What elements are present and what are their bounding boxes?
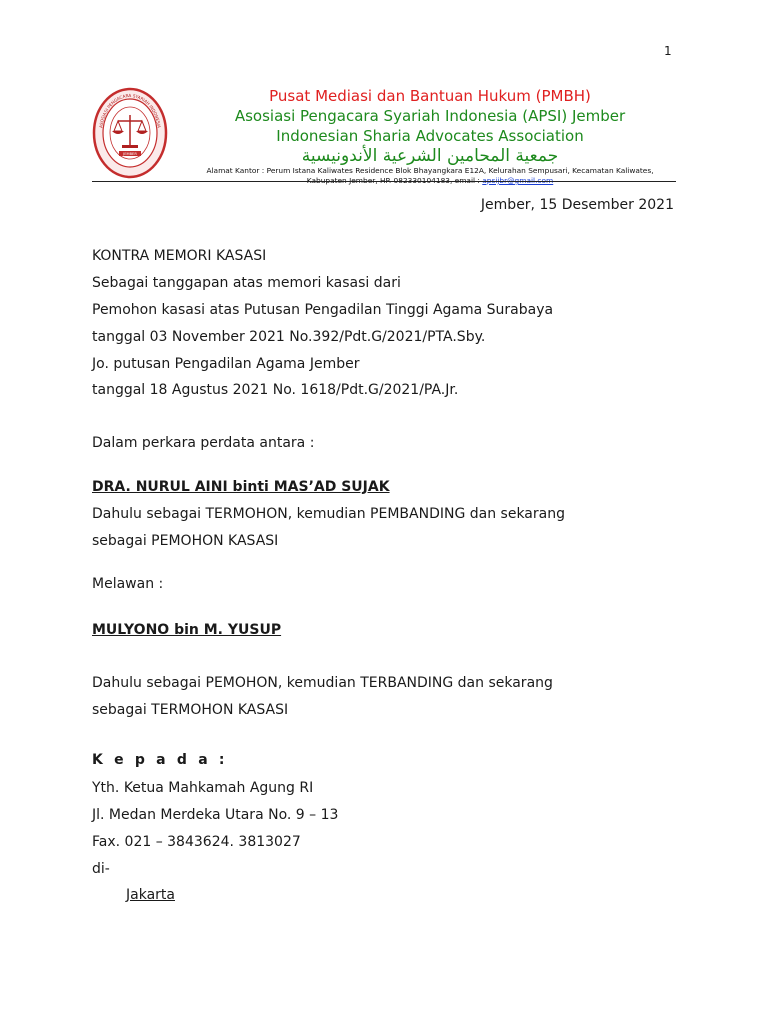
party-1-role: Dahulu sebagai TERMOHON, kemudian PEMBANDING dan sekarang: [92, 506, 565, 522]
letterhead-text: [180, 86, 680, 186]
intro-line: Pemohon kasasi atas Putusan Pengadilan Tinggi Agama Surabaya: [92, 302, 554, 318]
svg-text:JEMBER: JEMBER: [123, 152, 137, 157]
letter-date: Jember, 15 Desember 2021: [480, 197, 674, 213]
intro-line: Jo. putusan Pengadilan Agama Jember: [92, 356, 360, 372]
address-line-1: Alamat Kantor : Perum Istana Kaliwates Residence Blok Bhayangkara E12A, Kelurahan Sempusari, Kecamatan Kaliwates,: [206, 166, 654, 175]
intro-line: Sebagai tanggapan atas memori kasasi dari: [92, 275, 401, 291]
apsi-logo-seal: [92, 87, 168, 179]
recipient-street: Jl. Medan Merdeka Utara No. 9 – 13: [92, 807, 339, 823]
recipient-heading: K e p a d a :: [92, 752, 228, 768]
letterhead: [92, 86, 676, 185]
page-number: 1: [664, 44, 672, 58]
office-address: [180, 166, 680, 186]
org-name-apsi: Asosiasi Pengacara Syariah Indonesia (APSI) Jember: [234, 107, 626, 125]
recipient-fax: Fax. 021 – 3843624. 3813027: [92, 834, 301, 850]
address-contact: Kabupaten Jember, HP. 082330104183, email :: [306, 176, 483, 185]
recipient-city: Jakarta: [126, 887, 175, 903]
svg-text:ASOSIASI PENGACARA SYARIAH IND: ASOSIASI PENGACARA SYARIAH INDONESIA: [98, 92, 162, 129]
party-2-role: sebagai TERMOHON KASASI: [92, 702, 289, 718]
party-2-name: MULYONO bin M. YUSUP: [92, 622, 282, 638]
org-name-pmbh: Pusat Mediasi dan Bantuan Hukum (PMBH): [269, 87, 591, 105]
party-1-role: sebagai PEMOHON KASASI: [92, 533, 279, 549]
party-1-name: DRA. NURUL AINI binti MAS’AD SUJAK: [92, 479, 390, 495]
org-name-english: Indonesian Sharia Advocates Association: [276, 127, 584, 145]
document-title: KONTRA MEMORI KASASI: [92, 248, 267, 264]
intro-line: tanggal 03 November 2021 No.392/Pdt.G/2021/PTA.Sby.: [92, 329, 486, 345]
intro-line: tanggal 18 Agustus 2021 No. 1618/Pdt.G/2021/PA.Jr.: [92, 382, 459, 398]
versus-label: Melawan :: [92, 576, 164, 592]
email-link[interactable]: apsijbr@gmail.com: [482, 176, 554, 185]
letterhead-divider: [92, 181, 676, 182]
org-name-arabic: جمعية المحامين الشرعية الأندونيسية: [301, 146, 559, 166]
party-2-role: Dahulu sebagai PEMOHON, kemudian TERBANDING dan sekarang: [92, 675, 553, 691]
case-intro: Dalam perkara perdata antara :: [92, 435, 315, 451]
recipient-name: Yth. Ketua Mahkamah Agung RI: [92, 780, 314, 796]
recipient-di: di-: [92, 861, 110, 877]
